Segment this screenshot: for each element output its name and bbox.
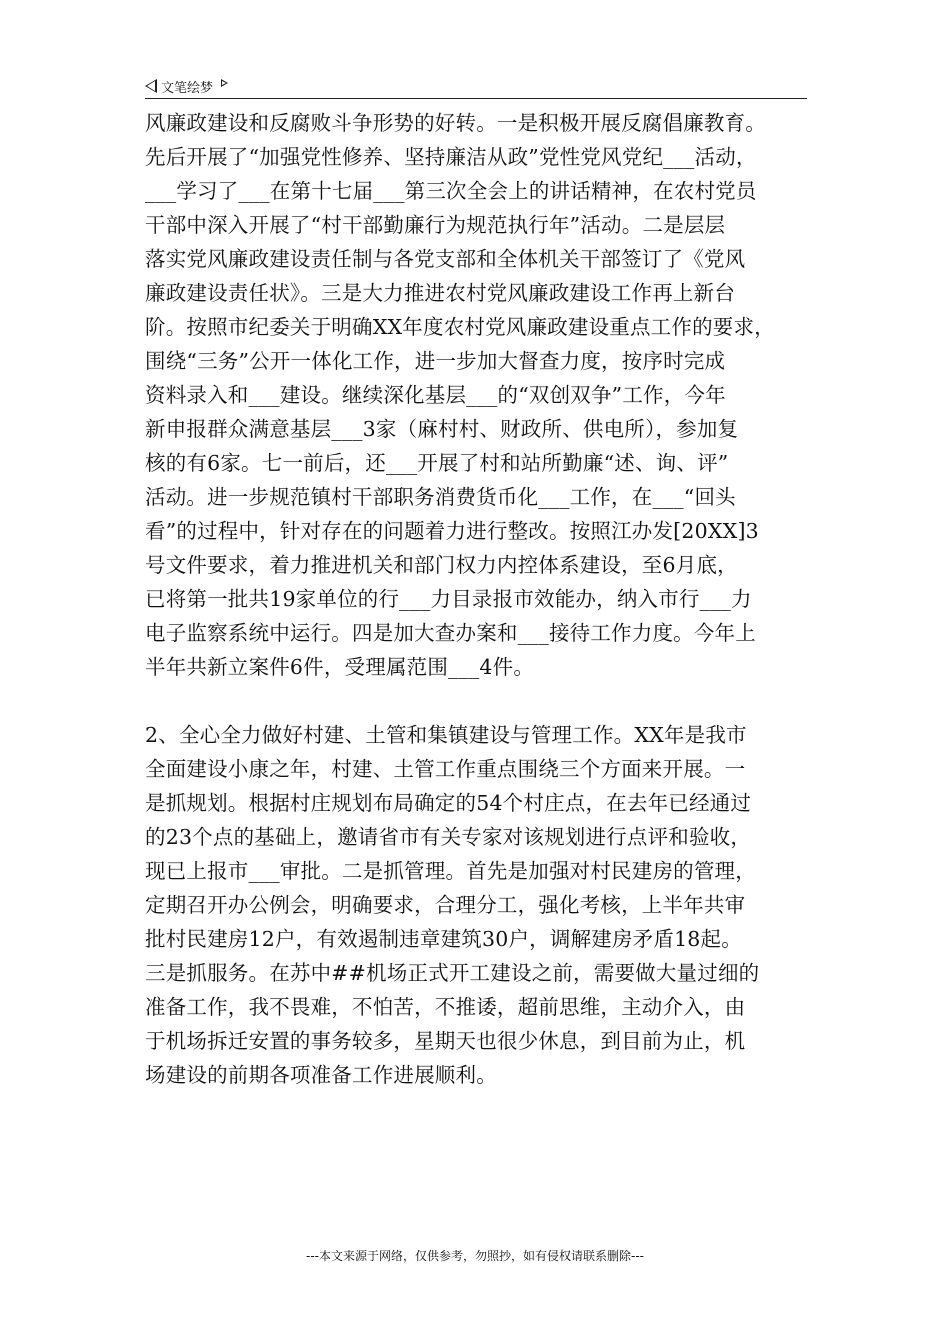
text-line: 批村民建房12户，有效遏制违章建筑30户，调解建房矛盾18起。 [145, 927, 742, 951]
text-line: 半年共新立案件6件，受理属范围___4件。 [145, 655, 535, 679]
text-line: 干部中深入开展了“村干部勤廉行为规范执行年”活动。二是层层 [145, 213, 726, 237]
text-line: 活动。进一步规范镇村干部职务消费货币化___工作，在___“回头 [145, 485, 736, 509]
text-line: 是抓规划。根据村庄规划布局确定的54个村庄点，在去年已经通过 [145, 791, 752, 815]
text-line: 阶。按照市纪委关于明确XX年度农村党风廉政建设重点工作的要求， [145, 315, 775, 339]
text-line: 落实党风廉政建设责任制与各党支部和全体机关干部签订了《党风 [145, 247, 746, 271]
text-line: 于机场拆迁安置的事务较多，星期天也很少休息，到目前为止，机 [145, 1029, 746, 1053]
text-line: 看”的过程中，针对存在的问题着力进行整改。按照江办发[20XX]3 [145, 519, 759, 543]
page-footer: ---本文来源于网络，仅供参考，勿照抄，如有侵权请联系删除--- [306, 1249, 644, 1263]
page-header [145, 74, 807, 99]
paragraph-1 [145, 106, 815, 684]
text-line: 准备工作，我不畏难，不怕苦，不推诿，超前思维，主动介入，由 [145, 995, 746, 1019]
header-title: 文笔绘梦 [161, 80, 214, 96]
triangle-right-icon [221, 79, 228, 87]
text-line: 全面建设小康之年，村建、土管工作重点围绕三个方面来开展。一 [145, 757, 746, 781]
text-line: 电子监察系统中运行。四是加大查办案和___接待工作力度。今年上 [145, 621, 756, 645]
text-line: 资料录入和___建设。继续深化基层___的“双创双争”工作，今年 [145, 383, 726, 407]
text-line: 新申报群众满意基层___3家（麻村村、财政所、供电所），参加复 [145, 417, 739, 441]
text-line: ___学习了___在第十七届___第三次全会上的讲话精神，在农村党员 [145, 179, 757, 203]
text-line: 围绕“三务”公开一体化工作，进一步加大督查力度，按序时完成 [145, 349, 726, 373]
text-line: 现已上报市___审批。二是抓管理。首先是加强对村民建房的管理， [145, 859, 756, 883]
text-line: 风廉政建设和反腐败斗争形势的好转。一是积极开展反腐倡廉教育。 [145, 111, 766, 135]
document-body [145, 106, 815, 1092]
text-line: 定期召开办公例会，明确要求，合理分工，强化考核，上半年共审 [145, 893, 746, 917]
triangle-left-icon [145, 79, 157, 93]
text-line: 号文件要求，着力推进机关和部门权力内控体系建设，至6月底， [145, 553, 738, 577]
text-line: 2、全心全力做好村建、土管和集镇建设与管理工作。XX年是我市 [145, 723, 747, 747]
text-line: 三是抓服务。在苏中##机场正式开工建设之前，需要做大量过细的 [145, 961, 760, 985]
text-line: 已将第一批共19家单位的行___力目录报市效能办，纳入市行___力 [145, 587, 752, 611]
paragraph-gap [145, 684, 815, 718]
text-line: 核的有6家。七一前后，还___开展了村和站所勤廉“述、询、评” [145, 451, 729, 475]
paragraph-2 [145, 718, 815, 1092]
text-line: 的23个点的基础上，邀请省市有关专家对该规划进行点评和验收， [145, 825, 752, 849]
text-line: 先后开展了“加强党性修养、坚持廉洁从政”党性党风党纪___活动， [145, 145, 757, 169]
text-line: 场建设的前期各项准备工作进展顺利。 [145, 1063, 497, 1087]
text-line: 廉政建设责任状》。三是大力推进农村党风廉政建设工作再上新台 [145, 281, 736, 305]
